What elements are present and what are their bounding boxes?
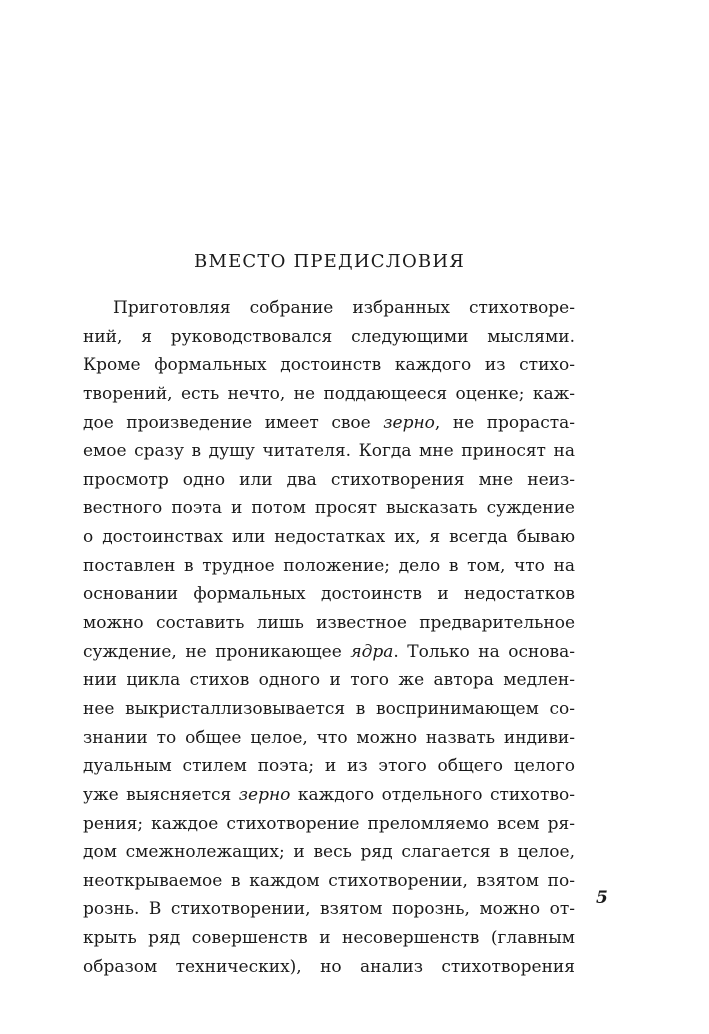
text-segment: просмотр одно или два стихотворения мне неиз- [83,469,575,490]
text-segment: суждение, не проникающее [83,641,351,662]
text-segment: рознь. В стихотворении, взятом порознь, можно от- [83,899,575,920]
text-segment: Кроме формальных достоинств каждого из стихо- [83,355,575,376]
italic-word: ядра [350,641,394,662]
text-line [83,466,575,495]
text-segment: емое сразу в душу читателя. Когда мне приносят на [83,441,575,462]
text-line [83,294,575,323]
text-segment: знании то общее целое, что можно назвать индиви- [83,727,575,748]
chapter-heading: ВМЕСТО ПРЕДИСЛОВИЯ [194,251,465,272]
text-segment: можно составить лишь известное предварительное [83,613,575,634]
text-line [83,953,575,982]
text-line [83,580,575,609]
text-segment: рения; каждое стихотворение преломляемо всем ря- [83,813,575,834]
text-line [83,409,575,438]
page-number: 5 [596,888,608,908]
text-segment: , не прораста- [434,412,575,433]
text-segment: образом технических), но анализ стихотворения [83,956,575,977]
text-line [83,609,575,638]
text-line [83,380,575,409]
text-segment: нии цикла стихов одного и того же автора медлен- [83,670,575,691]
text-segment: о достоинствах или недостатках их, я всегда бываю [83,527,575,548]
text-line [83,924,575,953]
text-segment: уже выясняется [83,784,239,805]
text-line [83,638,575,667]
text-segment: дом смежнолежащих; и весь ряд слагается в целое, [83,842,575,863]
body-text [83,294,575,981]
text-segment: Приготовляя собрание избранных стихотворе- [113,298,575,318]
text-line [83,695,575,724]
text-segment: каждого отдельного стихотво- [290,784,575,805]
text-segment: ний, я руководствовался следующими мыслями. [83,326,575,347]
text-line [83,781,575,810]
text-segment: поставлен в трудное положение; дело в том, что на [83,555,575,576]
text-line [83,523,575,552]
text-line [83,494,575,523]
text-segment: крыть ряд совершенств и несовершенств (главным [83,928,575,949]
text-segment: творений, есть нечто, не поддающееся оценке; каж- [83,383,575,404]
text-segment: основании формальных достоинств и недостатков [83,584,575,605]
text-line [83,867,575,896]
text-segment: неоткрываемое в каждом стихотворении, взятом по- [83,870,575,891]
text-line [83,895,575,924]
text-segment: нее выкристаллизовывается в воспринимающем со- [83,698,575,719]
text-line [83,810,575,839]
text-line [83,666,575,695]
text-line [83,552,575,581]
text-segment: вестного поэта и потом просят высказать суждение [83,498,575,519]
text-segment: дуальным стилем поэта; и из этого общего целого [83,756,575,777]
italic-word: зерно [238,784,291,805]
text-line [83,838,575,867]
text-segment: дое произведение имеет свое [83,412,384,433]
text-segment: . Только на основа- [393,641,575,662]
text-line [83,323,575,352]
text-line [83,752,575,781]
italic-word: зерно [383,412,435,433]
text-line [83,437,575,466]
text-line [83,724,575,753]
text-line [83,351,575,380]
